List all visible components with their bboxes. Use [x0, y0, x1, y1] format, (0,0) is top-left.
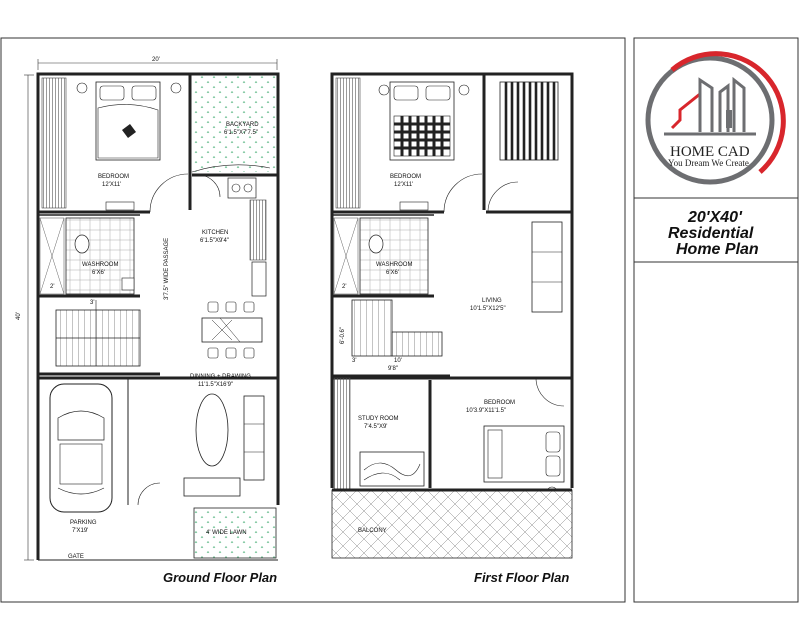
kitchen-counter [250, 200, 266, 260]
gf-bedroom-size: 12'X11' [102, 182, 122, 188]
ff-dim-9ft: 9'8" [388, 366, 398, 372]
backyard-name: BACKYARD [226, 122, 259, 128]
lawn-label: 4' WIDE LAWN [206, 530, 247, 536]
ff-wardrobe [336, 78, 360, 208]
living-size: 10'1.5"X12'5" [470, 306, 506, 312]
kitchen-name: KITCHEN [202, 230, 229, 236]
ff-washroom-name: WASHROOM [376, 262, 413, 268]
kitchen-size: 6'1.5"X9'4" [200, 238, 229, 244]
plan-name-title: Home Plan [676, 241, 759, 258]
plan-type-title: Residential [668, 225, 754, 242]
ff-double-bed [390, 82, 454, 160]
overall-depth-dimension: 40' [16, 312, 22, 320]
ff-sofa [532, 222, 562, 312]
lower-sofa [184, 478, 240, 496]
balcony-label: BALCONY [358, 528, 387, 534]
study-name: STUDY ROOM [358, 416, 399, 422]
coffee-table [196, 394, 228, 466]
kitchen-sink [252, 262, 266, 296]
ff-dim-2ft: 2' [342, 284, 347, 290]
gf-washroom-name: WASHROOM [82, 262, 119, 268]
building-icon [664, 80, 756, 134]
ground-floor-caption: Ground Floor Plan [163, 570, 278, 585]
passage-label: 3'7.5" WIDE PASSAGE [164, 237, 170, 300]
ff-dim-3ft: 3' [352, 358, 357, 364]
home-cad-logo [648, 54, 783, 182]
wardrobe [42, 78, 66, 208]
plan-dimension-title: 20'X40' [688, 209, 742, 226]
dining-table [202, 302, 262, 358]
parking-name: PARKING [70, 520, 97, 526]
ground-floor-plan [16, 57, 278, 585]
gf-dim-2ft: 2' [50, 284, 55, 290]
living-name: LIVING [482, 298, 502, 304]
ff-staircase [352, 300, 392, 356]
bedroom-door-swing [150, 174, 188, 212]
ff-washroom-size: 6'X6' [386, 270, 399, 276]
ff-bedroom1-name: BEDROOM [390, 174, 422, 180]
car-icon [50, 384, 112, 512]
sofa [244, 396, 264, 480]
gf-washroom-size: 6'X6' [92, 270, 105, 276]
parking-size: 7'X19' [72, 528, 89, 534]
ff-bedroom2-size: 10'3.9"X11'1.5" [466, 408, 507, 414]
study-desk [360, 452, 424, 486]
dining-name: DINNING + DRAWING [190, 374, 251, 380]
ff-washroom-floor [360, 218, 428, 294]
overall-width-dimension: 20' [152, 57, 160, 63]
ff-bedroom2-name: BEDROOM [484, 400, 516, 406]
ff-toilet [369, 235, 383, 253]
gate-label: GATE [68, 554, 84, 560]
backyard-size: 6'1.5"X7'7.5" [224, 130, 258, 136]
logo-brand-text: HOME CAD [670, 144, 750, 160]
ff-bedroom1-size: 12'X11' [394, 182, 414, 188]
dining-size: 11'1.5"X16'9" [198, 382, 234, 388]
double-bed [96, 82, 160, 160]
ff-dim-6ft: 6'-0.6" [340, 327, 346, 344]
first-floor-plan [332, 74, 572, 585]
ff-front-balcony [332, 490, 572, 558]
logo-tagline: You Dream We Create [668, 158, 749, 168]
ff-dim-10ft: 10' [394, 358, 402, 364]
gf-dim-3ft: 3' [90, 300, 95, 306]
gf-bedroom-name: BEDROOM [98, 174, 130, 180]
study-size: 7'4.5"X9' [364, 424, 388, 430]
ff-bed-2 [484, 426, 564, 482]
first-floor-caption: First Floor Plan [474, 570, 570, 585]
toilet [75, 235, 89, 253]
